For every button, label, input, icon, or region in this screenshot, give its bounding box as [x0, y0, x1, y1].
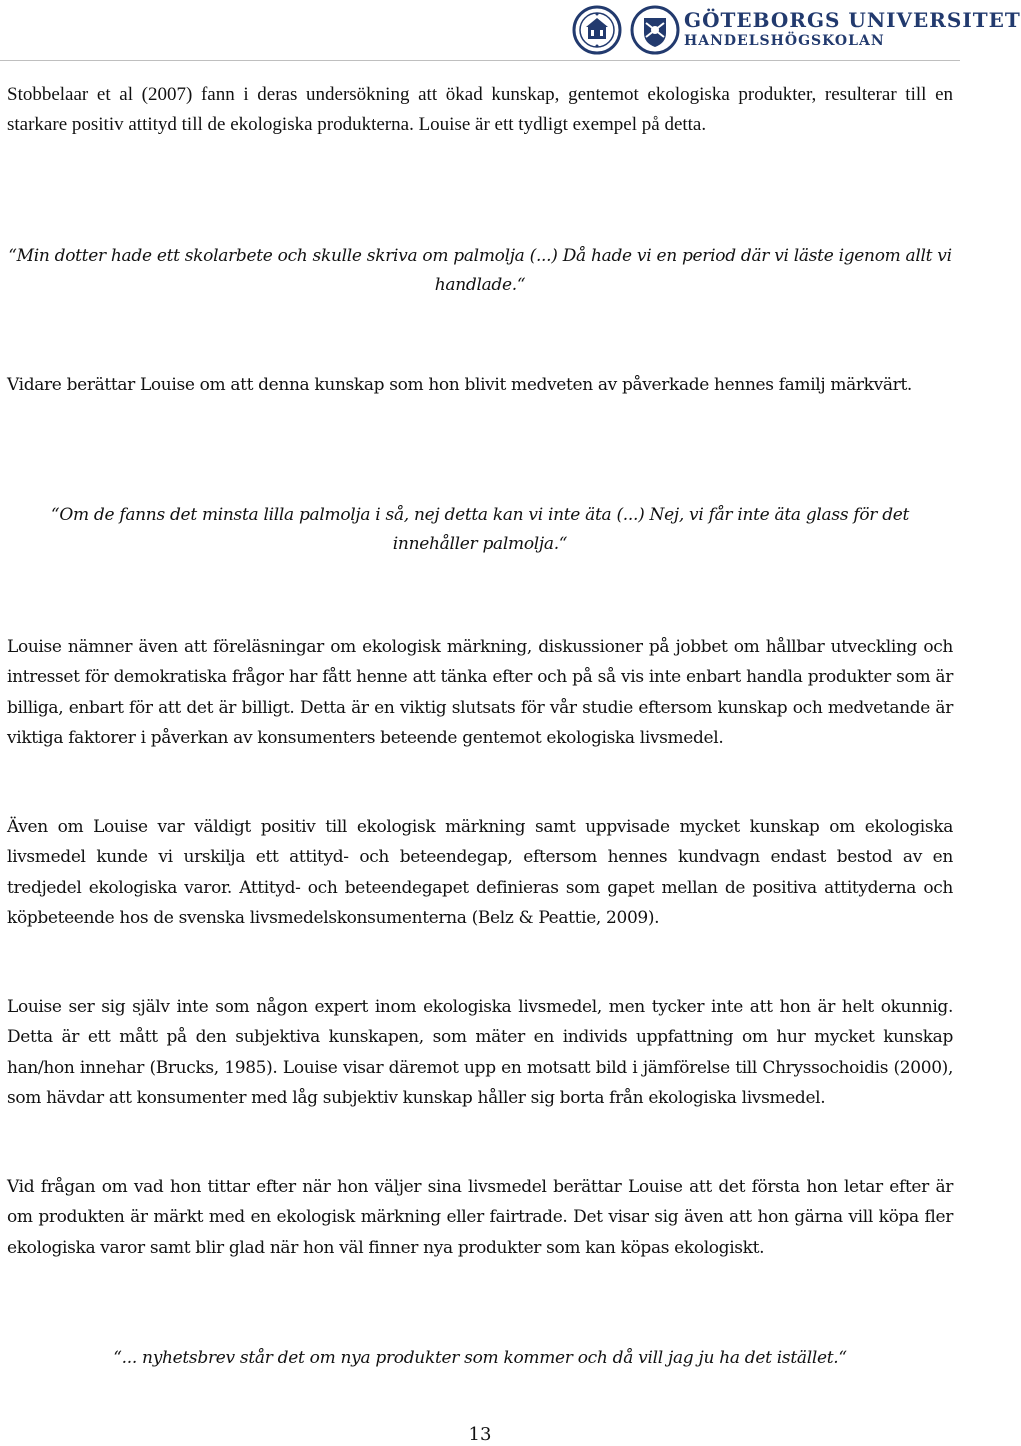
university-seal-icon: [572, 5, 622, 55]
quote-glass-palmolja: “Om de fanns det minsta lilla palmolja i så, nej detta kan vi inte äta (...) Nej, vi får inte äta glass för det innehåller palmolja.“: [50, 505, 910, 554]
logo-group: [572, 5, 680, 55]
quote-palmolja-school: “Min dotter hade ett skolarbete och skulle skriva om palmolja (...) Då hade vi en period där vi läste igenom allt vi handlade.“: [8, 246, 952, 295]
paragraph-knowledge-family: Vidare berättar Louise om att denna kunskap som hon blivit medveten av påverkade hennes familj märkvärt.: [7, 375, 912, 395]
quote-newsletter: “... nyhetsbrev står det om nya produkter som kommer och då vill jag ju ha det istället.“: [113, 1348, 847, 1368]
paragraph-attitude-gap: Även om Louise var väldigt positiv till ekologisk märkning samt uppvisade mycket kunskap om ekologiska livsmedel kunde vi urskilja ett attityd- och beteendegap, eftersom hennes kundvagn endast bestod av en tredjedel ekologiska varor. Attityd- och beteendegapet definieras som gapet mellan de positiva attityderna och köpbeteende hos de svenska livsmedelskonsumenterna (Belz & Peattie, 2009).: [7, 817, 953, 929]
page-number: 13: [468, 1424, 492, 1445]
university-wordmark: [684, 8, 1021, 50]
school-name: HANDELSHÖGSKOLAN: [684, 33, 885, 49]
paragraph-lectures: Louise nämner även att föreläsningar om ekologisk märkning, diskussioner på jobbet om hållbar utveckling och intresset för demokratiska frågor har fått henne att tänka efter och på så vis inte enbart handla produkter som är billiga, enbart för att det är billigt. Detta är en viktig slutsats för vår studie eftersom kunskap och medvetande är viktiga faktorer i påverkan av konsumenters beteende gentemot ekologiska livsmedel.: [7, 637, 953, 749]
paragraph-stobbelaar: Stobbelaar et al (2007) fann i deras undersökning att ökad kunskap, gentemot ekologiska produkter, resulterar till en starkare positiv attityd till de ekologiska produkterna. Louise är ett tydligt exempel på detta.: [7, 84, 953, 135]
university-name: GÖTEBORGS UNIVERSITET: [684, 8, 1021, 32]
header-divider: [0, 60, 960, 61]
page-header: [0, 0, 1021, 60]
paragraph-label-search: Vid frågan om vad hon tittar efter när hon väljer sina livsmedel berättar Louise att det första hon letar efter är om produkten är märkt med en ekologisk märkning eller fairtrade. Det visar sig även att hon gärna vill köpa fler ekologiska varor samt blir glad när hon väl finner nya produkter som kan köpas ekologiskt.: [7, 1177, 953, 1258]
paragraph-subjective-knowledge: Louise ser sig själv inte som någon expert inom ekologiska livsmedel, men tycker inte att hon är helt okunnig. Detta är ett mått på den subjektiva kunskapen, som mäter en individs uppfattning om hur mycket kunskap han/hon innehar (Brucks, 1985). Louise visar däremot upp en motsatt bild i jämförelse till Chryssochoidis (2000), som hävdar att konsumenter med låg subjektiv kunskap håller sig borta från ekologiska livsmedel.: [7, 997, 953, 1109]
handelshogskolan-seal-icon: [630, 5, 680, 55]
